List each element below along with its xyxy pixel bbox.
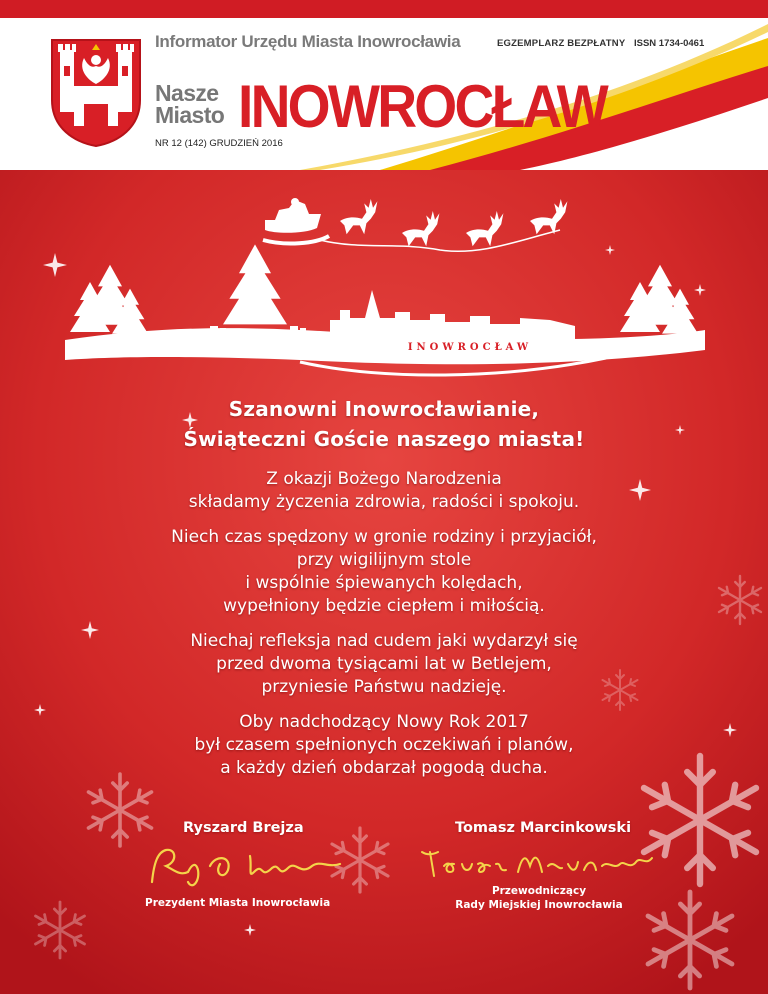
greeting-line: był czasem spełnionych oczekiwań i planów, <box>194 735 574 755</box>
greeting-paragraph <box>0 630 768 699</box>
issue-number: NR 12 (142) GRUDZIEŃ 2016 <box>155 138 283 149</box>
greeting-paragraph <box>0 526 768 618</box>
masthead-title: INOWROCŁAW <box>238 73 606 140</box>
brand-line-2: Miasto <box>155 102 225 128</box>
signatory-role-left: Prezydent Miasta Inowrocławia <box>145 897 331 909</box>
issn-label: ISSN 1734-0461 <box>634 38 705 49</box>
greeting-line: przy wigilijnym stole <box>296 550 472 570</box>
brand-name <box>155 82 224 126</box>
brand-line-1: Nasze <box>155 80 219 106</box>
greeting-line: wypełniony będzie ciepłem i miłością. <box>223 596 545 616</box>
christmas-greeting <box>0 394 768 780</box>
greeting-paragraph <box>0 468 768 514</box>
greeting-line: przed dwoma tysiącami lat w Betlejem, <box>216 654 552 674</box>
publisher-line: Informator Urzędu Miasta Inowrocławia <box>155 32 461 51</box>
handwritten-signature-left <box>140 842 350 892</box>
greeting-title-line: Szanowni Inowrocławianie, <box>228 397 540 421</box>
greeting-line: Oby nadchodzący Nowy Rok 2017 <box>239 712 529 732</box>
greeting-line: Niech czas spędzony w gronie rodziny i przyjaciół, <box>171 527 597 547</box>
greeting-paragraph <box>0 711 768 780</box>
greeting-line: a każdy dzień obdarzał pogodą ducha. <box>220 758 548 778</box>
masthead <box>0 18 768 170</box>
handwritten-signature-right <box>418 842 658 882</box>
greeting-line: składamy życzenia zdrowia, radości i spokoju. <box>188 492 580 512</box>
free-copy-label: EGZEMPLARZ BEZPŁATNY <box>497 38 626 49</box>
greeting-line: przyniesie Państwu nadzieję. <box>261 677 507 697</box>
top-red-bar <box>0 0 768 18</box>
signatory-name-left: Ryszard Brejza <box>183 820 304 836</box>
greeting-title <box>0 394 768 454</box>
signatory-role-right-line: Rady Miejskiej Inowrocławia <box>455 899 623 911</box>
town-label: INOWROCŁAW <box>407 342 533 353</box>
signatory-name-right: Tomasz Marcinkowski <box>455 820 632 836</box>
greeting-line: Z okazji Bożego Narodzenia <box>266 469 502 489</box>
greeting-line: Niechaj refleksja nad cudem jaki wydarzył się <box>190 631 578 651</box>
city-coat-of-arms-icon <box>48 36 144 148</box>
greeting-line: i wspólnie śpiewanych kolędach, <box>245 573 523 593</box>
greeting-title-line: Świąteczni Goście naszego miasta! <box>183 427 585 451</box>
signatory-role-right-line: Przewodniczący <box>491 885 587 897</box>
signatory-role-right <box>453 884 625 912</box>
